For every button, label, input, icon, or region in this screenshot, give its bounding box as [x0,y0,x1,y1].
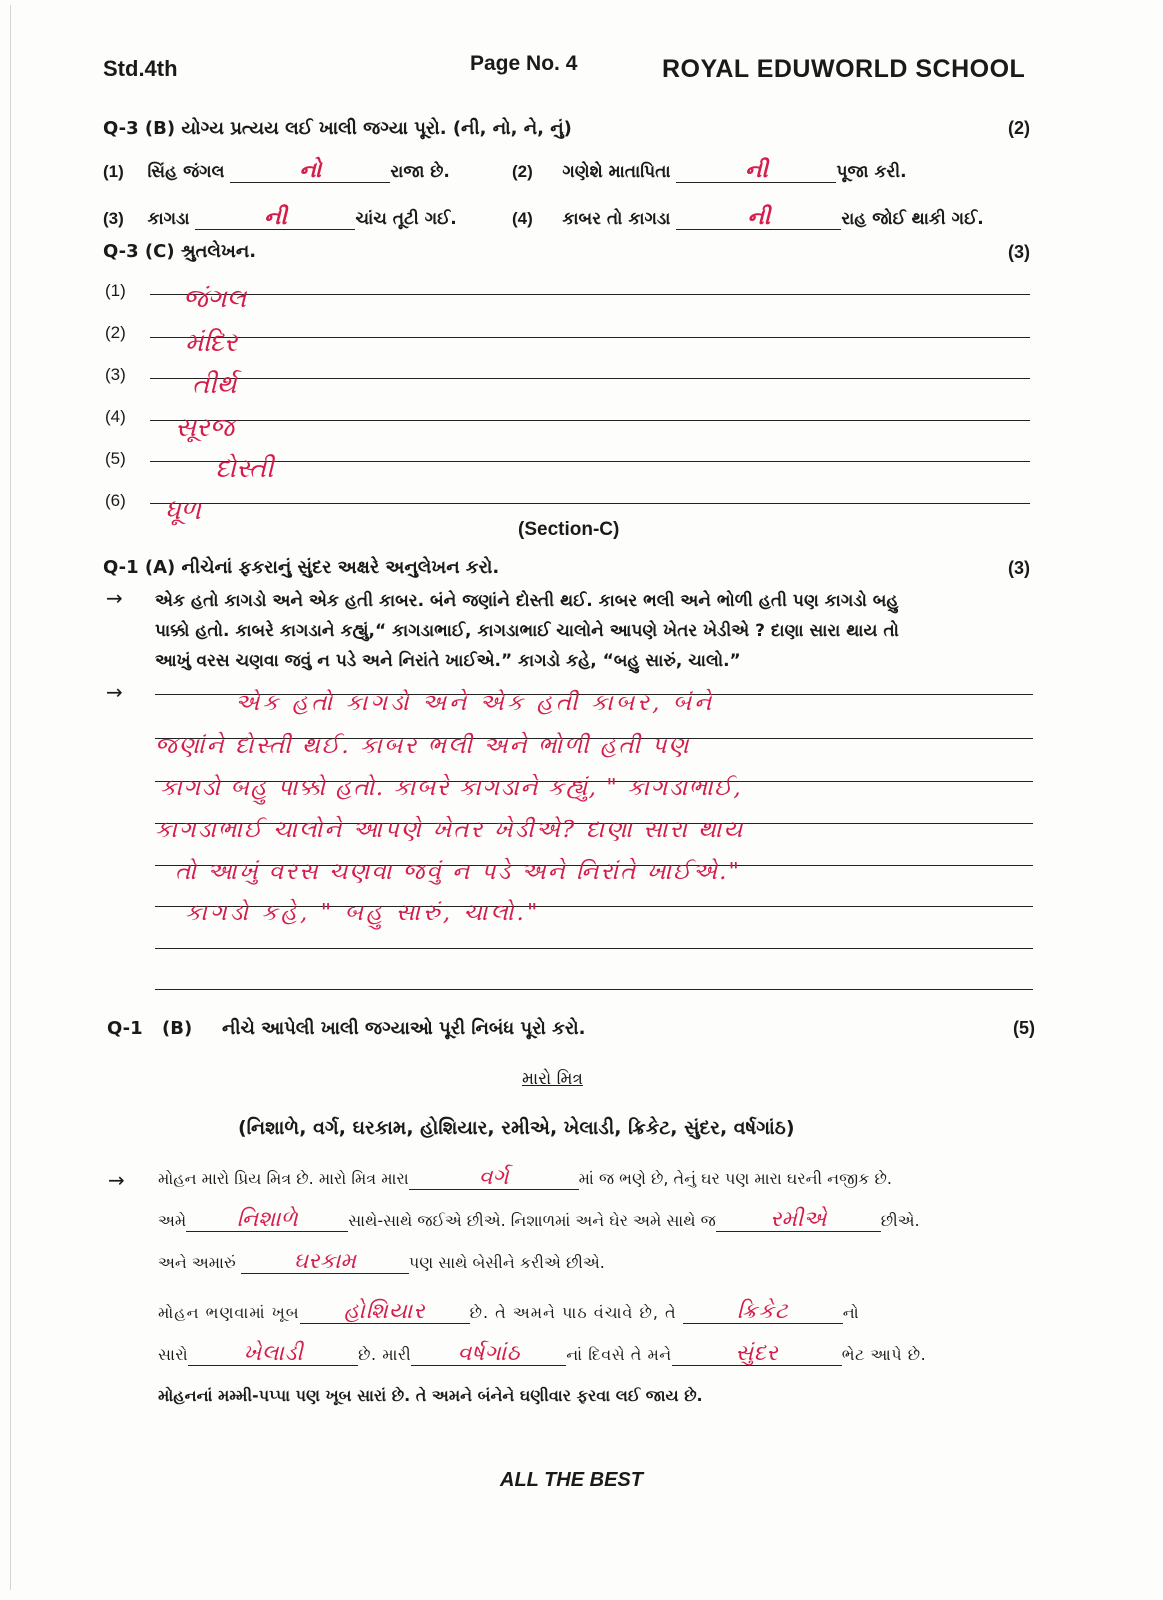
q1b-arrow: → [108,1168,125,1192]
q3b-answer-4: ની [747,204,771,230]
dictation-answer-3: તીર્થ [192,370,237,400]
q3b-answer-1: નો [299,157,322,183]
dictation-line-3 [150,378,1030,379]
dictation-line-2 [150,337,1030,338]
q1b-marks: (5) [1013,1018,1035,1038]
essay-answer-9: સુંદર [735,1341,779,1366]
copy-text-3: કાગડો બહુ પાક્કો હતો. કાબરે કાગડાને કહ્યું, " કાગડાભાઈ, [160,775,743,801]
q1a-paragraph-line-2: પાક્કો હતો. કાબરે કાગડાને કહ્યું,“ કાગડાભાઈ, કાગડાભાઈ ચાલોને આપણે ખેતર ખેડીએ ? દાણા સારા થાય તો [155,621,899,641]
q1a-copy-arrow: → [106,680,123,704]
q3b-item-2: (2) ગણેશે માતાપિતા ની પૂજા કરી. [512,157,907,183]
q3b-answer-3: ની [264,204,287,230]
q1a-marks: (3) [1008,558,1030,578]
copy-text-2: જણાંને દોસ્તી થઈ. કાબર ભલી અને ભોળી હતી પણ [155,733,691,759]
copy-line-7 [155,948,1033,949]
essay-answer-1: વર્ગ [478,1165,509,1190]
dictation-answer-4: સૂરજ [175,413,235,443]
page-number: Page No. 4 [470,52,578,75]
q3c-marks: (3) [1008,242,1030,262]
q1b-part: (B) [162,1018,193,1039]
dictation-number-1: (1) [105,281,126,300]
q1b-title: નીચે આપેલી ખાલી જગ્યાઓ પૂરી નિબંધ પૂરો કરો. [222,1018,586,1039]
dictation-answer-1: જંગલ [183,284,247,314]
essay-answer-6: ક્રિકેટ [736,1299,789,1324]
q3c-title: Q-3 (C) શ્રુતલેખન. [103,241,257,262]
dictation-answer-5: દોસ્તી [215,454,274,484]
dictation-number-6: (6) [105,491,126,510]
dictation-answer-6: ધૂળ [165,496,201,526]
essay-answer-4: ઘરકામ [293,1249,356,1274]
school-name: ROYAL EDUWORLD SCHOOL [662,55,1026,83]
q3b-item-1: (1) સિંહ જંગલ નો રાજા છે. [103,157,450,183]
dictation-number-2: (2) [105,323,126,342]
essay-answer-8: વર્ષગાંઠ [457,1341,520,1366]
word-bank: (નિશાળે, વર્ગ, ઘરકામ, હોશિયાર, રમીએ, ખેલાડી, ક્રિકેટ, સુંદર, વર્ષગાંઠ) [238,1117,795,1139]
essay-line-1: મોહન મારો પ્રિય મિત્ર છે. મારો મિત્ર મારા વર્ગ માં જ ભણે છે, તેનું ઘર પણ મારા ઘરની નજીક છે. [158,1165,892,1190]
dictation-number-3: (3) [105,365,126,384]
q1a-paragraph-line-3: આખું વરસ ચણવા જવું ન પડે અને નિરાંતે ખાઈએ.” કાગડો કહે, “બહુ સારું, ચાલો.” [155,651,741,671]
copy-text-1: એક હતો કાગડો અને એક હતી કાબર, બંને [235,690,715,716]
std-label: Std.4th [103,56,178,81]
copy-text-5: તો આખું વરસ ચણવા જવું ન પડે અને નિરાંતે ખાઈએ." [175,859,741,885]
essay-line-2: અમે નિશાળે સાથે-સાથે જઈએ છીએ. નિશાળમાં અને ઘેર અમે સાથે જ રમીએ છીએ. [158,1207,920,1232]
dictation-number-5: (5) [105,449,126,468]
q1a-arrow: → [106,586,123,610]
dictation-answer-2: મંદિર [185,328,238,358]
dictation-line-4 [150,420,1030,421]
q1a-title: Q-1 (A) નીચેનાં ફકરાનું સુંદર અક્ષરે અનુલેખન કરો. [103,557,500,578]
dictation-line-1 [150,294,1030,295]
essay-line-5: સારો ખેલાડી છે. મારી વર્ષગાંઠ નાં દિવસે તે મને સુંદર ભેટ આપે છે. [158,1341,927,1366]
q1a-paragraph-line-1: એક હતો કાગડો અને એક હતી કાબર. બંને જણાંને દોસ્તી થઈ. કાબર ભલી અને ભોળી હતી પણ કાગડો બહુ [155,591,899,611]
q1b-label: Q-1 [107,1018,143,1039]
section-heading: (Section-C) [518,519,620,540]
essay-answer-3: રમીએ [769,1207,827,1232]
copy-line-8 [155,989,1033,990]
essay-title: મારો મિત્ર [522,1069,583,1089]
essay-answer-5: હોશિયાર [343,1299,426,1324]
dictation-number-4: (4) [105,407,126,426]
essay-line-3: અને અમારું ઘરકામ પણ સાથે બેસીને કરીએ છીએ. [158,1249,605,1274]
copy-text-6: કાગડો કહે, " બહુ સારું, ચાલો." [185,900,541,926]
copy-text-4: કાગડાભાઈ ચાલોને આપણે ખેતર ખેડીએ? દાણા સારા થાય [155,817,745,843]
q3b-item-4: (4) કાબર તો કાગડા ની રાહ જોઈ થાકી ગઈ. [512,204,984,230]
q3b-item-3: (3) કાગડા ની ચાંચ તૂટી ગઈ. [103,204,457,230]
footer-message: ALL THE BEST [500,1469,643,1491]
essay-line-4: મોહન ભણવામાં ખૂબ હોશિયાર છે. તે અમને પાઠ વંચાવે છે, તે ક્રિકેટ નો [158,1299,860,1324]
q3b-title: Q-3 (B) યોગ્ય પ્રત્યય લઈ ખાલી જગ્યા પૂરો. (ની, નો, ને, નું) [103,118,572,139]
dictation-line-6 [150,503,1030,504]
essay-line-6: મોહનનાં મમ્મી-પપ્પા પણ ખૂબ સારાં છે. તે અમને બંનેને ઘણીવાર ફરવા લઈ જાય છે. [158,1386,703,1405]
dictation-line-5 [150,461,1030,462]
essay-answer-7: ખેલાડી [243,1341,304,1366]
essay-answer-2: નિશાળે [236,1207,298,1232]
q3b-marks: (2) [1008,118,1030,138]
q3b-answer-2: ની [745,157,768,183]
